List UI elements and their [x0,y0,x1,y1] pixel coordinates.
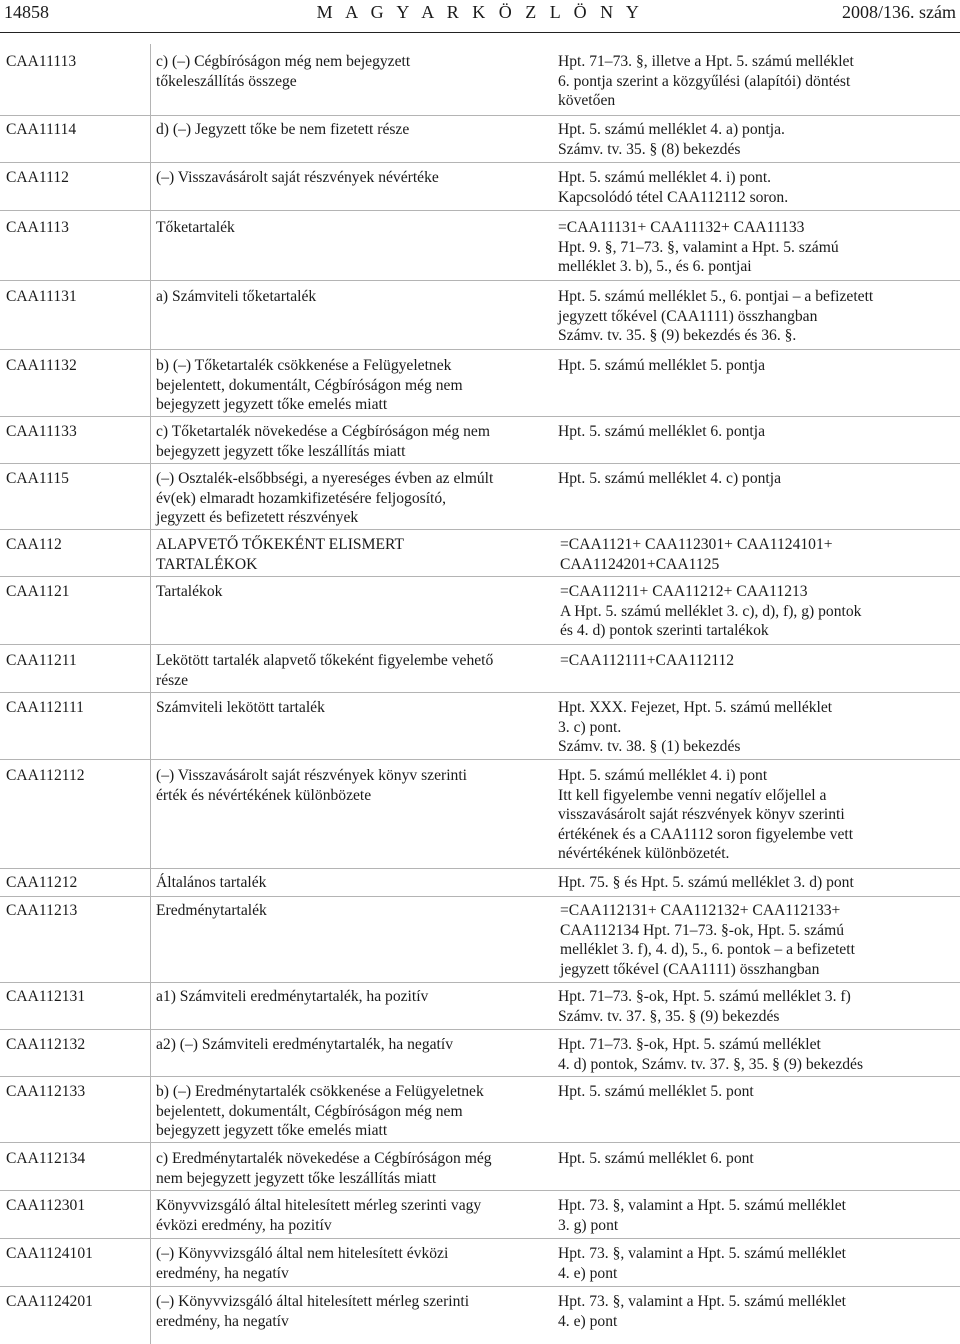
row-code: CAA11114 [6,121,77,138]
row-description: (–) Visszavásárolt saját részvények könyv szerinti érték és névértékének különbözete [156,767,467,804]
regulation-table [0,44,960,1344]
page-header [0,0,960,33]
row-reference: =CAA11211+ CAA11212+ CAA11213 A Hpt. 5. számú melléklet 3. c), d), f), g) pontok és 4. d) pontok szerinti tartalékok [560,583,862,639]
row-reference: Hpt. 5. számú melléklet 4. i) pont Itt kell figyelembe venni negatív előjellel a visszavásárolt saját részvények könyv szerinti értékének és a CAA1112 soron figyelembe vett névértékének különbözetét. [558,767,854,862]
row-code: CAA11213 [6,902,78,919]
row-reference: Hpt. 73. §, valamint a Hpt. 5. számú melléklet 4. e) pont [558,1245,846,1282]
row-code: CAA11113 [6,53,77,70]
row-divider [0,1142,960,1143]
row-description: ALAPVETŐ TŐKEKÉNT ELISMERT TARTALÉKOK [156,536,404,573]
row-description: (–) Könyvvizsgáló által nem hitelesített évközi eredmény, ha negatív [156,1245,449,1282]
row-code: CAA1113 [6,219,69,236]
row-divider [0,463,960,464]
row-divider [0,1076,960,1077]
row-code: CAA112132 [6,1036,86,1053]
row-reference: Hpt. 71–73. §, illetve a Hpt. 5. számú melléklet 6. pontja szerint a közgyűlési (alapítói) döntést követően [558,53,854,109]
row-divider [0,349,960,350]
row-reference: Hpt. 5. számú melléklet 4. c) pontja [558,470,782,487]
row-reference: =CAA1121+ CAA112301+ CAA1124101+ CAA1124201+CAA1125 [560,536,833,573]
row-description: (–) Visszavásárolt saját részvények névértéke [156,169,439,186]
row-code: CAA11212 [6,874,78,891]
row-code: CAA112111 [6,699,84,716]
row-description: Eredménytartalék [156,902,267,919]
row-divider [0,1286,960,1287]
row-description: Tőketartalék [156,219,235,236]
row-code: CAA1121 [6,583,70,600]
row-description: b) (–) Tőketartalék csökkenése a Felügyeletnek bejelentett, dokumentált, Cégbíróságon még nem bejegyzett jegyzett tőke emelés miatt [156,357,463,413]
row-reference: Hpt. 5. számú melléklet 4. i) pont. Kapcsolódó tétel CAA112112 soron. [558,169,789,206]
row-code: CAA112133 [6,1083,86,1100]
row-divider [0,644,960,645]
row-code: CAA1112 [6,169,69,186]
row-divider [0,1029,960,1030]
row-reference: Hpt. 5. számú melléklet 5., 6. pontjai – a befizetett jegyzett tőkével (CAA1111) összhangban Számv. tv. 35. § (9) bekezdés és 36. §. [558,288,874,344]
row-description: c) (–) Cégbíróságon még nem bejegyzett tőkeleszállítás összege [156,53,411,90]
row-divider [0,982,960,983]
row-code: CAA1124101 [6,1245,93,1262]
row-code: CAA11133 [6,423,77,440]
row-code: CAA1115 [6,470,69,487]
row-reference: Hpt. 75. § és Hpt. 5. számú melléklet 3. d) pont [558,874,854,891]
row-divider [0,1190,960,1191]
row-code: CAA11131 [6,288,77,305]
row-reference: =CAA112111+CAA112112 [560,652,735,669]
row-code: CAA112112 [6,767,85,784]
row-reference: Hpt. 5. számú melléklet 6. pont [558,1150,754,1167]
row-divider [0,280,960,281]
row-description: b) (–) Eredménytartalék csökkenése a Felügyeletnek bejelentett, dokumentált, Cégbíróságon még nem bejegyzett jegyzett tőke emelés miatt [156,1083,484,1139]
row-reference: Hpt. XXX. Fejezet, Hpt. 5. számú melléklet 3. c) pont. Számv. tv. 38. § (1) bekezdés [558,699,833,755]
row-description: d) (–) Jegyzett tőke be nem fizetett része [156,121,410,138]
row-description: (–) Osztalék-elsőbbségi, a nyereséges évben az elmúlt év(ek) elmaradt hozamkifizetésére feljogosító, jegyzett és befizetett részvények [156,470,494,526]
row-code: CAA112301 [6,1197,86,1214]
row-code: CAA1124201 [6,1293,93,1310]
row-reference: Hpt. 73. §, valamint a Hpt. 5. számú melléklet 3. g) pont [558,1197,846,1234]
row-divider [0,115,960,116]
row-reference: Hpt. 71–73. §-ok, Hpt. 5. számú melléklet 3. f) Számv. tv. 37. §, 35. § (9) bekezdés [558,988,851,1025]
row-reference: Hpt. 71–73. §-ok, Hpt. 5. számú melléklet 4. d) pontok, Számv. tv. 37. §, 35. § (9) bekezdés [558,1036,864,1073]
row-reference: Hpt. 5. számú melléklet 6. pontja [558,423,766,440]
row-reference: =CAA112131+ CAA112132+ CAA112133+ CAA112134 Hpt. 71–73. §-ok, Hpt. 5. számú melléklet 3. f), 4. d), 5., 6. pontok – a befizetett jegyzett tőkével (CAA1111) összhangban [560,902,855,978]
row-divider [0,692,960,693]
row-description: Számviteli lekötött tartalék [156,699,325,716]
row-divider [0,576,960,577]
row-reference: =CAA11131+ CAA11132+ CAA11133 Hpt. 9. §, 71–73. §, valamint a Hpt. 5. számú melléklet 3. b), 5., és 6. pontjai [558,219,839,275]
journal-title: M A G Y A R K Ö Z L Ö N Y [316,2,644,22]
row-description: c) Tőketartalék növekedése a Cégbíróságon még nem bejegyzett jegyzett tőke leszállítás miatt [156,423,490,460]
row-divider [0,529,960,530]
row-description: Általános tartalék [156,874,267,891]
row-reference: Hpt. 5. számú melléklet 5. pont [558,1083,754,1100]
row-divider [0,210,960,211]
row-description: Lekötött tartalék alapvető tőkeként figyelembe vehető része [156,652,494,689]
row-description: c) Eredménytartalék növekedése a Cégbíróságon még nem bejegyzett jegyzett tőke leszállítás miatt [156,1150,492,1187]
issue-number: 2008/136. szám [842,2,956,22]
row-code: CAA112131 [6,988,86,1005]
row-description: a) Számviteli tőketartalék [156,288,317,305]
row-divider [0,759,960,760]
row-reference: Hpt. 5. számú melléklet 5. pontja [558,357,766,374]
row-divider [0,162,960,163]
row-divider [0,868,960,869]
row-reference: Hpt. 5. számú melléklet 4. a) pontja. Számv. tv. 35. § (8) bekezdés [558,121,785,158]
row-code: CAA112134 [6,1150,86,1167]
column-divider [150,44,151,1344]
row-code: CAA11211 [6,652,77,669]
page-number: 14858 [4,2,49,22]
row-code: CAA11132 [6,357,77,374]
row-description: a2) (–) Számviteli eredménytartalék, ha negatív [156,1036,454,1053]
row-divider [0,896,960,897]
row-divider [0,1238,960,1239]
row-code: CAA112 [6,536,62,553]
row-description: a1) Számviteli eredménytartalék, ha pozitív [156,988,429,1005]
row-description: Tartalékok [156,583,223,600]
row-reference: Hpt. 73. §, valamint a Hpt. 5. számú melléklet 4. e) pont [558,1293,846,1330]
row-divider [0,416,960,417]
row-description: (–) Könyvvizsgáló által hitelesített mérleg szerinti eredmény, ha negatív [156,1293,470,1330]
row-description: Könyvvizsgáló által hitelesített mérleg szerinti vagy évközi eredmény, ha pozitív [156,1197,482,1234]
